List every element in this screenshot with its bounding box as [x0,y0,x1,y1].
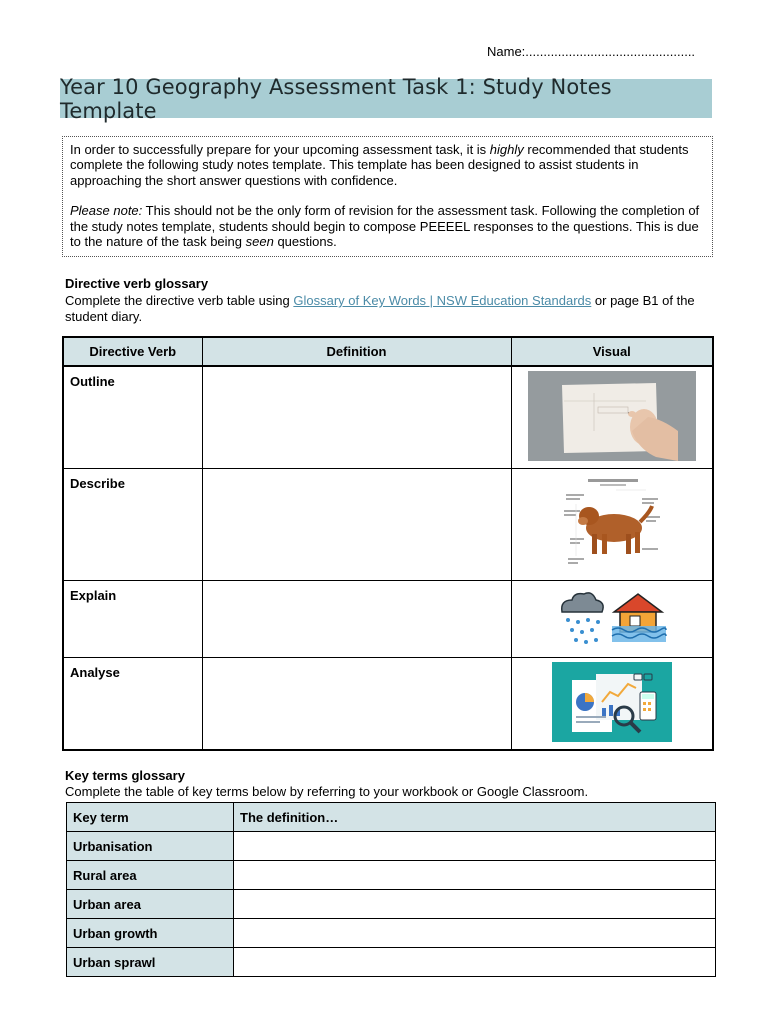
title-banner [60,74,712,123]
definition-cell[interactable] [202,581,511,658]
table-row [63,366,713,469]
definition-cell[interactable] [234,890,716,919]
key-terms-instructions: Complete the table of key terms below by referring to your workbook or Google Classroom. [65,784,589,799]
verb-cell: Describe [63,469,202,581]
intro-paragraph-1: In order to successfully prepare for your upcoming assessment task, it is highly recommended that students complete the following study notes template. This template has been designed to assist students in approaching the short answer questions with confidence. [70,142,689,188]
column-header: The definition… [234,803,716,832]
term-cell: Urbanisation [67,832,234,861]
hand-drawing-image [528,371,696,461]
table-row [67,919,716,948]
dog-characteristics-image [556,476,668,570]
visual-cell [511,658,713,751]
term-cell: Urban sprawl [67,948,234,977]
verb-cell: Analyse [63,658,202,751]
directive-verb-table [62,336,714,751]
verb-glossary-heading: Directive verb glossary [65,276,209,291]
table-row [63,581,713,658]
key-terms-table [66,802,716,977]
verb-cell: Outline [63,366,202,469]
definition-cell[interactable] [234,861,716,890]
intro-box [62,136,713,257]
table-header-row [63,337,713,366]
definition-cell[interactable] [202,469,511,581]
term-cell: Urban growth [67,919,234,948]
term-cell: Rural area [67,861,234,890]
table-row [67,890,716,919]
definition-cell[interactable] [202,366,511,469]
table-row [67,832,716,861]
glossary-link[interactable]: Glossary of Key Words | NSW Education Standards [293,293,592,308]
intro-paragraph-2: Please note: This should not be the only form of revision for the assessment task. Following the completion of the study notes template, students should begin to compose PEEEEL responses to the questions. This is due to the nature of the task being seen questions. [70,203,700,250]
definition-cell[interactable] [234,832,716,861]
definition-cell[interactable] [234,948,716,977]
name-field[interactable]: Name:............................................... [487,44,696,59]
table-header-row [67,803,716,832]
table-row [63,658,713,751]
data-analysis-image [552,662,672,742]
table-row [67,948,716,977]
key-terms-heading: Key terms glossary [65,768,185,783]
column-header: Key term [67,803,234,832]
visual-cell [511,469,713,581]
rain-flood-icon [556,590,668,646]
definition-cell[interactable] [234,919,716,948]
column-header: Definition [202,337,511,366]
table-row [63,469,713,581]
page-title: Year 10 Geography Assessment Task 1: Study Notes Template [60,74,612,123]
verb-glossary-instructions: Complete the directive verb table using Glossary of Key Words | NSW Education Standards or page B1 of the student diary. [65,293,695,324]
term-cell: Urban area [67,890,234,919]
table-row [67,861,716,890]
column-header: Directive Verb [63,337,202,366]
definition-cell[interactable] [202,658,511,751]
visual-cell [511,581,713,658]
column-header: Visual [511,337,713,366]
visual-cell [511,366,713,469]
verb-cell: Explain [63,581,202,658]
